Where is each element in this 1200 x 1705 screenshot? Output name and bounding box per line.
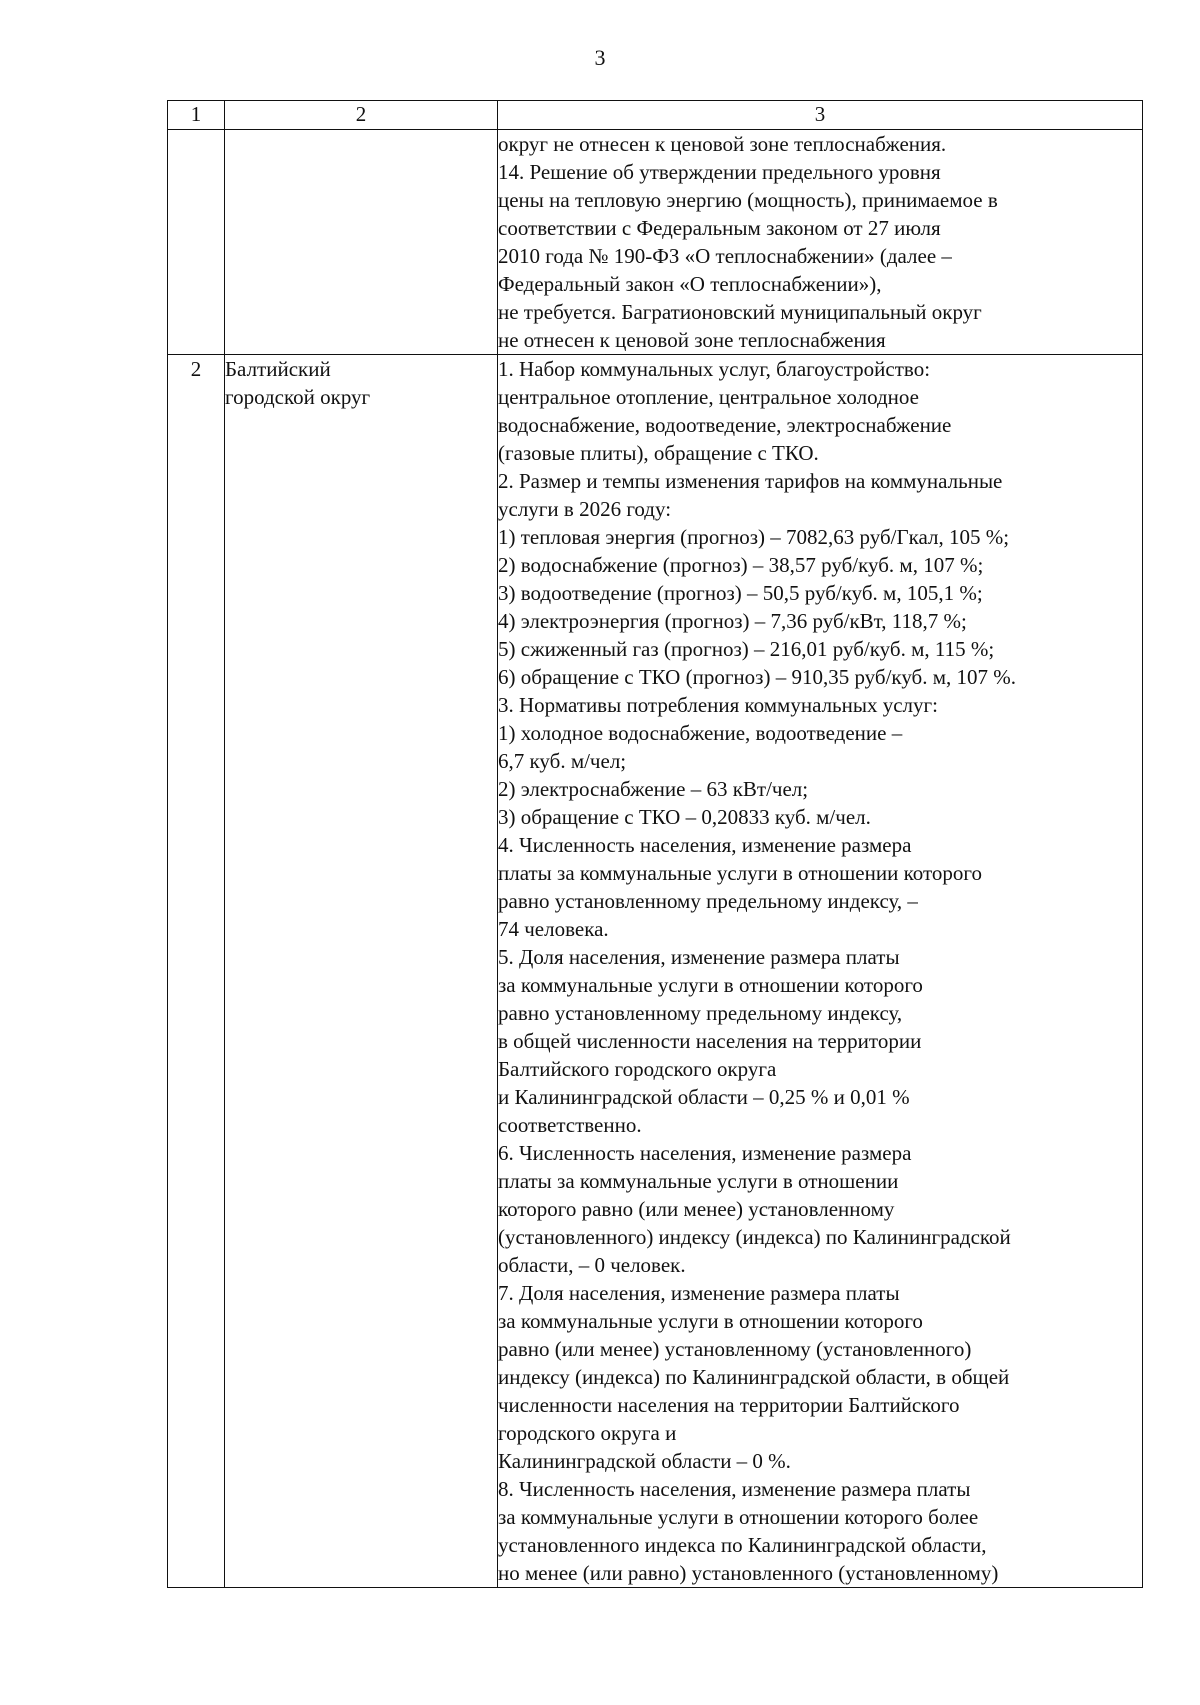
content-line: 4. Численность населения, изменение размера — [498, 833, 912, 857]
content-line: 1. Набор коммунальных услуг, благоустройство: — [498, 357, 931, 381]
content-line: но менее (или равно) установленного (установленному) — [498, 1561, 999, 1585]
content-line: за коммунальные услуги в отношении которого — [498, 1309, 923, 1333]
content-line: равно установленному предельному индексу, – — [498, 889, 918, 913]
content-line: 6) обращение с ТКО (прогноз) – 910,35 руб/куб. м, 107 %. — [498, 665, 1017, 689]
content-line: (установленного) индексу (индекса) по Калининградской — [498, 1225, 1011, 1249]
content-line: 6,7 куб. м/чел; — [498, 749, 627, 773]
row-number-cell — [168, 130, 225, 355]
content-line: 5) сжиженный газ (прогноз) – 216,01 руб/куб. м, 115 %; — [498, 637, 995, 661]
content-line: численности населения на территории Балтийского — [498, 1393, 960, 1417]
content-line: Калининградской области – 0 %. — [498, 1449, 791, 1473]
district-name-line: Балтийский — [225, 357, 331, 381]
row-content-cell — [498, 355, 1143, 1588]
content-line: 2. Размер и темпы изменения тарифов на коммунальные — [498, 469, 1003, 493]
content-line: 2) электроснабжение – 63 кВт/чел; — [498, 777, 809, 801]
row-name-cell — [225, 355, 498, 1588]
content-line: 8. Численность населения, изменение размера платы — [498, 1477, 971, 1501]
content-line: водоснабжение, водоотведение, электроснабжение — [498, 413, 952, 437]
content-line: 6. Численность населения, изменение размера — [498, 1141, 912, 1165]
content-line: установленного индекса по Калининградской области, — [498, 1533, 987, 1557]
table-row — [168, 130, 1143, 355]
page-number: 3 — [594, 45, 606, 70]
content-line: 5. Доля населения, изменение размера платы — [498, 945, 900, 969]
header-col-2: 2 — [225, 101, 498, 130]
content-line: не требуется. Багратионовский муниципальный округ — [498, 300, 982, 324]
content-line: за коммунальные услуги в отношении которого более — [498, 1505, 979, 1529]
content-line: центральное отопление, центральное холодное — [498, 385, 919, 409]
header-col-1: 1 — [168, 101, 225, 130]
content-line: индексу (индекса) по Калининградской области, в общей — [498, 1365, 1010, 1389]
content-line: области, – 0 человек. — [498, 1253, 686, 1277]
table-header-row — [168, 101, 1143, 130]
content-line: 1) тепловая энергия (прогноз) – 7082,63 руб/Гкал, 105 %; — [498, 525, 1010, 549]
content-line: Балтийского городского округа — [498, 1057, 777, 1081]
row-name-cell — [225, 130, 498, 355]
document-table — [167, 100, 1143, 1588]
content-line: 74 человека. — [498, 917, 609, 941]
content-line: 7. Доля населения, изменение размера платы — [498, 1281, 900, 1305]
content-line: равно установленному предельному индексу, — [498, 1001, 903, 1025]
header-col-3: 3 — [498, 101, 1143, 130]
content-line: 2010 года № 190-ФЗ «О теплоснабжении» (далее – — [498, 244, 952, 268]
content-line: 3) водоотведение (прогноз) – 50,5 руб/куб. м, 105,1 %; — [498, 581, 983, 605]
content-line: (газовые плиты), обращение с ТКО. — [498, 441, 819, 465]
content-line: 2) водоснабжение (прогноз) – 38,57 руб/куб. м, 107 %; — [498, 553, 984, 577]
content-line: 3) обращение с ТКО – 0,20833 куб. м/чел. — [498, 805, 871, 829]
content-line: услуги в 2026 году: — [498, 497, 672, 521]
content-line: платы за коммунальные услуги в отношении которого — [498, 861, 982, 885]
content-line: не отнесен к ценовой зоне теплоснабжения — [498, 328, 886, 352]
content-line: равно (или менее) установленному (установленного) — [498, 1337, 972, 1361]
content-line: Федеральный закон «О теплоснабжении»), — [498, 272, 882, 296]
row-number-cell — [168, 355, 225, 1588]
content-line: которого равно (или менее) установленному — [498, 1197, 895, 1221]
content-line: в общей численности населения на территории — [498, 1029, 922, 1053]
content-line: 3. Нормативы потребления коммунальных услуг: — [498, 693, 938, 717]
content-line: 1) холодное водоснабжение, водоотведение – — [498, 721, 903, 745]
row-number: 2 — [190, 357, 202, 381]
row-content-cell — [498, 130, 1143, 355]
content-line: и Калининградской области – 0,25 % и 0,01 % — [498, 1085, 910, 1109]
table-row — [168, 355, 1143, 1588]
content-line: соответствии с Федеральным законом от 27 июля — [498, 216, 941, 240]
content-line: соответственно. — [498, 1113, 642, 1137]
content-line: 4) электроэнергия (прогноз) – 7,36 руб/кВт, 118,7 %; — [498, 609, 967, 633]
content-line: цены на тепловую энергию (мощность), принимаемое в — [498, 188, 998, 212]
content-line: за коммунальные услуги в отношении которого — [498, 973, 923, 997]
district-name-line: городской округ — [225, 385, 371, 409]
content-line: платы за коммунальные услуги в отношении — [498, 1169, 899, 1193]
content-line: городского округа и — [498, 1421, 677, 1445]
content-line: 14. Решение об утверждении предельного уровня — [498, 160, 941, 184]
content-line: округ не отнесен к ценовой зоне теплоснабжения. — [498, 132, 947, 156]
